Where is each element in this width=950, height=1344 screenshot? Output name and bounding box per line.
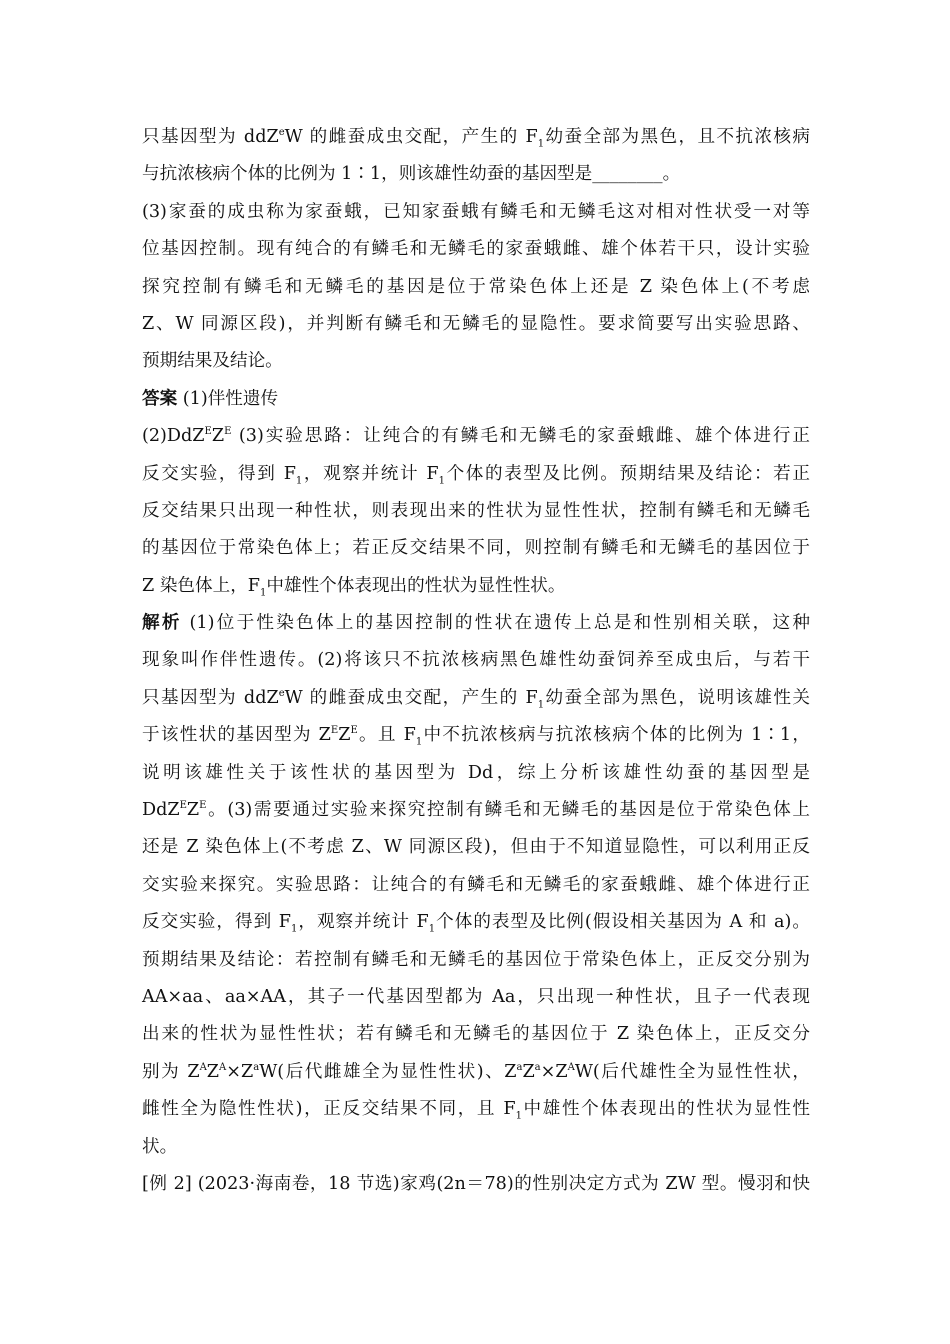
subscript: 1 — [537, 699, 545, 711]
analysis-line — [142, 1091, 810, 1128]
text-run: Z — [338, 725, 351, 746]
para_intro-line — [142, 343, 810, 380]
text-run: (1)伴性遗传 — [177, 388, 279, 409]
superscript: E — [330, 725, 339, 737]
para_intro-line — [142, 269, 810, 306]
para_intro-line — [142, 194, 810, 231]
text-run: ×Z — [540, 1061, 568, 1082]
text-run: W(后代雄性全为显性性状， — [574, 1061, 810, 1082]
text-run: 只基因型为 ddZ — [142, 127, 279, 147]
analysis-line — [142, 1129, 810, 1166]
text-run: Z — [211, 426, 225, 447]
para_intro-line — [142, 119, 810, 156]
text-run: 中雄性个体表现出的性状为显性性 — [521, 1099, 810, 1120]
analysis-line — [142, 979, 810, 1016]
text-run: 中雄性个体表现出的性状为显性性状。 — [266, 575, 566, 596]
text-run: 交实验来探究。实验思路：让纯合的有鳞毛和无鳞毛的家蚕蛾雌、雄个体进行正 — [142, 874, 810, 895]
answer-line — [142, 530, 810, 567]
para_intro-line — [142, 306, 810, 343]
analysis-line — [142, 792, 810, 829]
text-run: 只基因型为 ddZ — [142, 687, 279, 708]
text-run: 雌性全为隐性性状)，正反交结果不同，且 F — [142, 1099, 516, 1120]
question-intro-paragraph — [142, 119, 810, 381]
text-run: 中不抗浓核病与抗浓核病个体的比例为 1∶1， — [422, 725, 810, 746]
text-run: (2)DdZ — [142, 426, 205, 447]
text-run: (3)实验思路：让纯合的有鳞毛和无鳞毛的家蚕蛾雌、雄个体进行正 — [231, 426, 810, 447]
text-run: 与抗浓核病个体的比例为 1∶1，则该雄性幼蚕的基因型是________。 — [142, 164, 681, 185]
text-run: 反交实验，得到 F — [142, 912, 291, 933]
subscript: 1 — [537, 138, 545, 150]
text-run: 状。 — [142, 1136, 178, 1157]
superscript: a — [534, 1061, 541, 1073]
text-run: AA×aa、aa×AA，其子一代基因型都为 Aa，只出现一种性状，且子一代表现 — [142, 986, 810, 1007]
analysis-line — [142, 904, 810, 941]
superscript: e — [278, 127, 285, 139]
answer-line — [142, 568, 810, 605]
superscript: E — [204, 426, 212, 438]
text-run: 位基因控制。现有纯合的有鳞毛和无鳞毛的家蚕蛾雌、雄个体若干只，设计实验 — [142, 239, 810, 260]
text-run: Z — [186, 800, 200, 821]
answer-line — [142, 381, 810, 418]
text-run: Z — [522, 1061, 535, 1082]
analysis-line — [142, 755, 810, 792]
text-run: 别为 Z — [142, 1061, 200, 1082]
text-run: 幼蚕全部为黑色，说明该雄性关 — [544, 687, 810, 708]
para_intro-line — [142, 231, 810, 268]
text-run: 说明该雄性关于该性状的基因型为 Dd，综上分析该雄性幼蚕的基因型是 — [142, 762, 810, 783]
subscript: 1 — [415, 736, 423, 748]
text-run: 个体的表型及比例。预期结果及结论：若正 — [444, 463, 810, 484]
para_intro-line — [142, 156, 810, 193]
text-run: 预期结果及结论。 — [142, 351, 283, 372]
answer-line — [142, 456, 810, 493]
text-run: Z 染色体上，F — [142, 575, 260, 596]
superscript: a — [516, 1061, 523, 1073]
text-run: (1)位于性染色体上的基因控制的性状在遗传上总是和性别相关联，这种 — [181, 613, 810, 634]
answer-line — [142, 493, 810, 530]
subscript: 1 — [428, 923, 436, 935]
section-label: 解析 — [142, 613, 182, 634]
subscript: 1 — [290, 923, 298, 935]
text-run: Z、W 同源区段)，并判断有鳞毛和无鳞毛的显隐性。要求简要写出实验思路、 — [142, 313, 810, 334]
analysis-line — [142, 829, 810, 866]
subscript: 1 — [515, 1110, 522, 1122]
answer-section — [142, 381, 810, 605]
superscript: a — [253, 1061, 260, 1073]
section-label: 答案 — [142, 388, 178, 409]
text-run: 反交实验，得到 F — [142, 463, 296, 484]
superscript: E — [199, 800, 207, 812]
text-run: ，观察并统计 F — [302, 463, 439, 484]
text-run: 。(3)需要通过实验来探究控制有鳞毛和无鳞毛的基因是位于常染色体上 — [206, 800, 810, 821]
superscript: e — [278, 688, 285, 699]
text-run: 预期结果及结论：若控制有鳞毛和无鳞毛的基因位于常染色体上，正反交分别为 — [142, 949, 810, 970]
text-run: 反交结果只出现一种性状，则表现出来的性状为显性性状，控制有鳞毛和无鳞毛 — [142, 500, 810, 521]
text-run: W 的雌蚕成虫交配，产生的 F — [284, 687, 538, 708]
text-run: W(后代雌雄全为显性性状)、Z — [259, 1061, 517, 1082]
text-run: 于该性状的基因型为 Z — [142, 725, 331, 746]
text-run: 个体的表型及比例(假设相关基因为 A 和 a)。 — [435, 912, 810, 933]
superscript: A — [567, 1061, 575, 1073]
text-run: 现象叫作伴性遗传。(2)将该只不抗浓核病黑色雄性幼蚕饲养至成虫后，与若干 — [142, 650, 810, 671]
subscript: 1 — [260, 587, 267, 599]
superscript: E — [224, 426, 232, 438]
analysis-section — [142, 605, 810, 1166]
text-run: [例 2] (2023·海南卷，18 节选)家鸡(2n＝78)的性别决定方式为 ZW 型。慢羽和快 — [142, 1173, 810, 1194]
subscript: 1 — [295, 475, 303, 487]
text-run: (3)家蚕的成虫称为家蚕蛾，已知家蚕蛾有鳞毛和无鳞毛这对相对性状受一对等 — [142, 201, 810, 222]
text-run: 还是 Z 染色体上(不考虑 Z、W 同源区段)，但由于不知道显隐性，可以利用正反 — [142, 837, 810, 858]
analysis-line — [142, 680, 810, 717]
superscript: E — [350, 725, 358, 737]
document-page — [142, 119, 810, 1203]
example-2-question — [142, 1166, 810, 1203]
text-run: ×Z — [226, 1061, 254, 1082]
text-run: ，观察并统计 F — [297, 912, 429, 933]
analysis-line — [142, 1016, 810, 1053]
example-line — [142, 1166, 810, 1203]
analysis-line — [142, 867, 810, 904]
subscript: 1 — [438, 475, 445, 487]
text-run: DdZ — [142, 800, 180, 821]
answer-line — [142, 418, 810, 455]
analysis-line — [142, 717, 810, 754]
analysis-line — [142, 605, 810, 642]
analysis-line — [142, 942, 810, 979]
superscript: E — [179, 800, 187, 812]
text-run: 出来的性状为显性性状；若有鳞毛和无鳞毛的基因位于 Z 染色体上，正反交分 — [142, 1024, 810, 1045]
analysis-line — [142, 642, 810, 679]
text-run: W 的雌蚕成虫交配，产生的 F — [284, 127, 538, 147]
superscript: A — [199, 1061, 207, 1073]
text-run: 。且 F — [357, 725, 416, 746]
text-run: 探究控制有鳞毛和无鳞毛的基因是位于常染色体上还是 Z 染色体上(不考虑 — [142, 276, 810, 297]
text-run: 的基因位于常染色体上；若正反交结果不同，则控制有鳞毛和无鳞毛的基因位于 — [142, 538, 810, 559]
superscript: A — [219, 1061, 227, 1073]
text-run: 幼蚕全部为黑色，且不抗浓核病 — [544, 127, 810, 147]
analysis-line — [142, 1054, 810, 1091]
text-run: Z — [206, 1061, 220, 1082]
